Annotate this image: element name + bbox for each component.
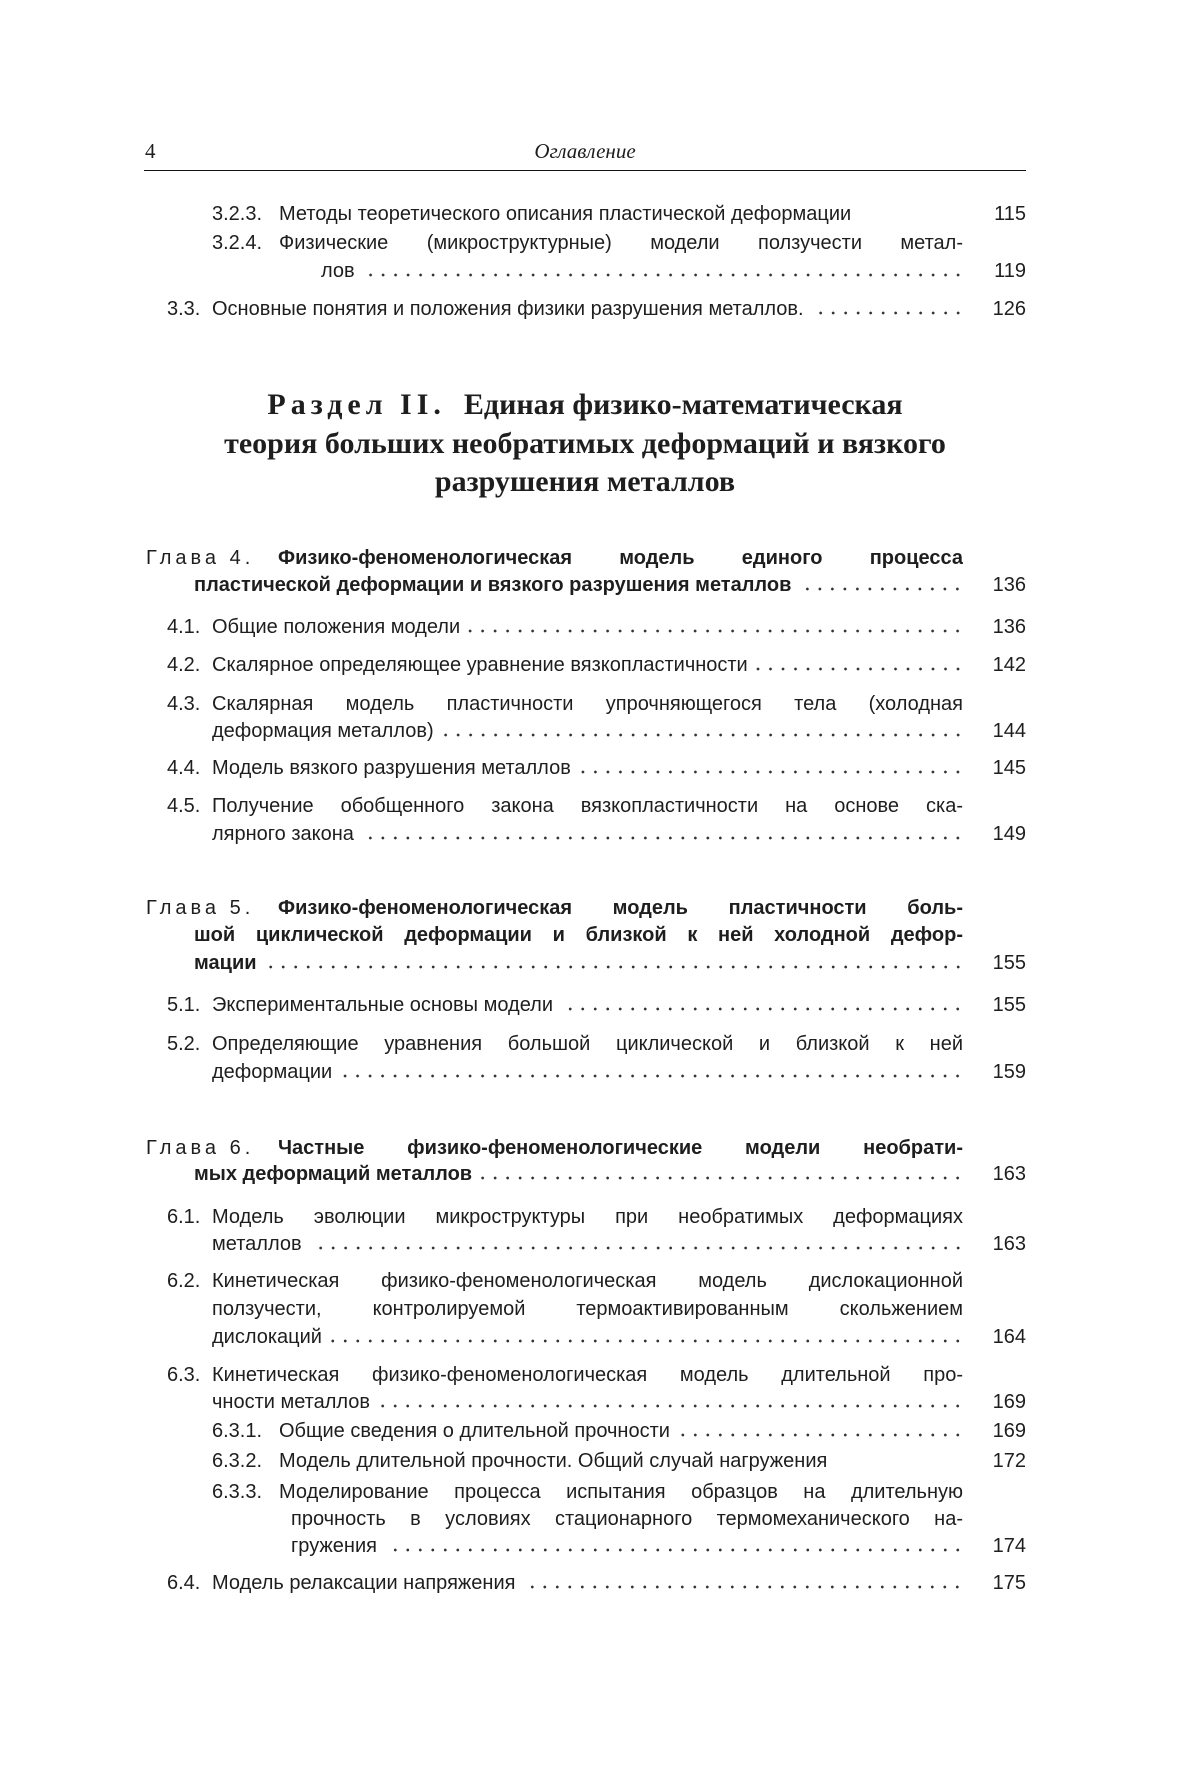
toc-entry-number: 3.2.4. <box>212 232 263 254</box>
dot-leader <box>310 1245 964 1251</box>
toc-entry-line <box>194 1161 1026 1187</box>
toc-entry-line: Определяющие уравнения большой циклической и близкой к ней <box>212 1033 963 1055</box>
toc-page-number: 164 <box>992 1326 1026 1348</box>
dot-leader <box>362 835 964 841</box>
toc-entry-title: Основные понятия и положения физики разрушения металлов. <box>212 298 804 320</box>
toc-entry-number: 6.2. <box>167 1270 201 1292</box>
toc-entry-number: 4.5. <box>167 795 201 817</box>
toc-entry-line: Модель эволюции микроструктуры при необратимых деформациях <box>212 1206 963 1228</box>
toc-entry-number: 6.3. <box>167 1364 201 1386</box>
toc-entry-number: 6.3.2. <box>212 1450 263 1472</box>
toc-entry-title: гружения <box>291 1535 377 1557</box>
toc-page-number: 169 <box>992 1420 1026 1442</box>
toc-entry-line: Частные физико-феноменологические модели необрати- <box>278 1137 963 1159</box>
toc-page-number: 126 <box>992 298 1026 320</box>
toc-entry-number: 4.3. <box>167 693 201 715</box>
toc-entry-title: лярного закона <box>212 823 354 845</box>
toc-entry-line: шой циклической деформации и близкой к ней холодной дефор- <box>194 924 963 946</box>
toc-entry-line <box>279 201 1026 227</box>
toc-entry-number: 6.1. <box>167 1206 201 1228</box>
dot-leader <box>480 1175 964 1181</box>
toc-page-number: 175 <box>992 1572 1026 1594</box>
toc-entry-number: Глава 4. <box>146 547 255 569</box>
dot-leader <box>340 1073 964 1079</box>
toc-entry-line <box>194 572 1026 598</box>
toc-entry-number: 3.2.3. <box>212 203 263 225</box>
running-title: Оглавление <box>534 139 636 163</box>
dot-leader <box>378 1403 964 1409</box>
toc-entry-line: Физические (микроструктурные) модели ползучести метал- <box>279 232 963 254</box>
toc-entry-line: прочность в условиях стационарного термомеханического на- <box>291 1508 963 1530</box>
toc-entry-line <box>212 614 1026 640</box>
toc-entry-title: Экспериментальные основы модели <box>212 994 554 1016</box>
toc-entry-line: Физико-феноменологическая модель единого процесса <box>278 547 963 569</box>
toc-page-number: 172 <box>992 1450 1026 1472</box>
toc-entry-line <box>291 1533 1026 1559</box>
toc-entry-line: Физико-феноменологическая модель пластичности боль- <box>278 897 963 919</box>
toc-entry-line <box>212 755 1026 781</box>
section-heading-line: теория больших необратимых деформаций и вязкого <box>224 427 946 460</box>
dot-leader <box>561 1006 964 1012</box>
toc-entry-line <box>212 1324 1026 1350</box>
dot-leader <box>363 272 964 278</box>
toc-entry-number: Глава 5. <box>146 897 255 919</box>
dot-leader <box>330 1338 964 1344</box>
toc-entry-line <box>212 1570 1026 1596</box>
toc-entry-title: Общие положения модели <box>212 616 461 638</box>
section-heading-line: разрушения металлов <box>434 465 736 498</box>
toc-entry-line <box>212 652 1026 678</box>
toc-page-number: 155 <box>992 994 1026 1016</box>
toc-page-number: 136 <box>992 616 1026 638</box>
toc-page-number: 174 <box>992 1535 1026 1557</box>
toc-entry-line: Кинетическая физико-феноменологическая модель длительной про- <box>212 1364 963 1386</box>
toc-entry-number: 5.2. <box>167 1033 201 1055</box>
toc-entry-number: 5.1. <box>167 994 201 1016</box>
toc-entry-line <box>194 950 1026 976</box>
toc-entry-title: лов <box>321 260 355 282</box>
toc-entry-title: Общие сведения о длительной прочности <box>279 1420 670 1442</box>
toc-entry-line: Моделирование процесса испытания образцов на длительную <box>279 1481 963 1503</box>
section-title-part: Единая физико-математическая <box>463 388 903 421</box>
dot-leader <box>812 310 964 316</box>
toc-entry-line <box>212 718 1026 744</box>
dot-leader <box>468 628 964 634</box>
toc-entry-line <box>212 296 1026 322</box>
toc-entry-line: Получение обобщенного закона вязкопластичности на основе ска- <box>212 795 963 817</box>
toc-entry-title: мации <box>194 952 257 974</box>
header-rule <box>144 170 1026 171</box>
toc-entry-title: дислокаций <box>212 1326 322 1348</box>
toc-entry-title: металлов <box>212 1233 302 1255</box>
dot-leader <box>678 1432 964 1438</box>
section-heading-line <box>144 386 1026 424</box>
toc-entry-title: Модель длительной прочности. Общий случай нагружения <box>279 1450 828 1472</box>
toc-entry-line: ползучести, контролируемой термоактивированным скольжением <box>212 1298 963 1320</box>
toc-page-number: 119 <box>994 260 1026 282</box>
dot-leader <box>799 586 964 592</box>
toc-page-number: 136 <box>992 574 1026 596</box>
toc-page-number: 159 <box>992 1061 1026 1083</box>
toc-entry-title: чности металлов <box>212 1391 371 1413</box>
toc-page-number: 145 <box>992 757 1026 779</box>
toc-entry-title: пластической деформации и вязкого разрушения металлов <box>194 574 792 596</box>
toc-page-number: 115 <box>994 203 1026 225</box>
toc-entry-number: 4.4. <box>167 757 201 779</box>
section-label: Раздел II. <box>267 388 446 421</box>
toc-entry-number: 6.3.1. <box>212 1420 263 1442</box>
dot-leader <box>523 1584 964 1590</box>
toc-page-number: 155 <box>992 952 1026 974</box>
dot-leader <box>756 666 964 672</box>
toc-entry-number: 6.3.3. <box>212 1481 263 1503</box>
toc-page-number: 144 <box>992 720 1026 742</box>
toc-page-number: 149 <box>992 823 1026 845</box>
toc-entry-line <box>279 1448 1026 1474</box>
toc-entry-title: деформация металлов) <box>212 720 434 742</box>
toc-entry-number: Глава 6. <box>146 1137 255 1159</box>
dot-leader <box>265 964 964 970</box>
toc-page-number: 163 <box>992 1233 1026 1255</box>
toc-entry-line <box>212 1231 1026 1257</box>
toc-entry-number: 4.2. <box>167 654 201 676</box>
toc-entry-line: Скалярная модель пластичности упрочняющегося тела (холодная <box>212 693 963 715</box>
toc-entry-title: Методы теоретического описания пластической деформации <box>279 203 852 225</box>
toc-entry-line <box>321 258 1026 284</box>
toc-entry-line <box>212 821 1026 847</box>
toc-entry-number: 6.4. <box>167 1572 201 1594</box>
toc-entry-number: 4.1. <box>167 616 201 638</box>
toc-entry-title: Модель релаксации напряжения <box>212 1572 516 1594</box>
page-number: 4 <box>145 139 156 163</box>
toc-entry-line <box>279 1418 1026 1444</box>
dot-leader <box>442 732 964 738</box>
toc-entry-title: мых деформаций металлов <box>194 1163 473 1185</box>
toc-page-number: 142 <box>992 654 1026 676</box>
toc-entry-line <box>212 1389 1026 1415</box>
toc-entry-line <box>212 1059 1026 1085</box>
dot-leader <box>579 769 964 775</box>
toc-page-number: 169 <box>992 1391 1026 1413</box>
toc-entry-number: 3.3. <box>167 298 201 320</box>
toc-entry-title: Скалярное определяющее уравнение вязкопластичности <box>212 654 748 676</box>
dot-leader <box>385 1547 964 1553</box>
toc-entry-title: Модель вязкого разрушения металлов <box>212 757 571 779</box>
toc-entry-title: деформации <box>212 1061 333 1083</box>
toc-page-number: 163 <box>992 1163 1026 1185</box>
toc-entry-line <box>212 992 1026 1018</box>
toc-entry-line: Кинетическая физико-феноменологическая модель дислокационной <box>212 1270 963 1292</box>
